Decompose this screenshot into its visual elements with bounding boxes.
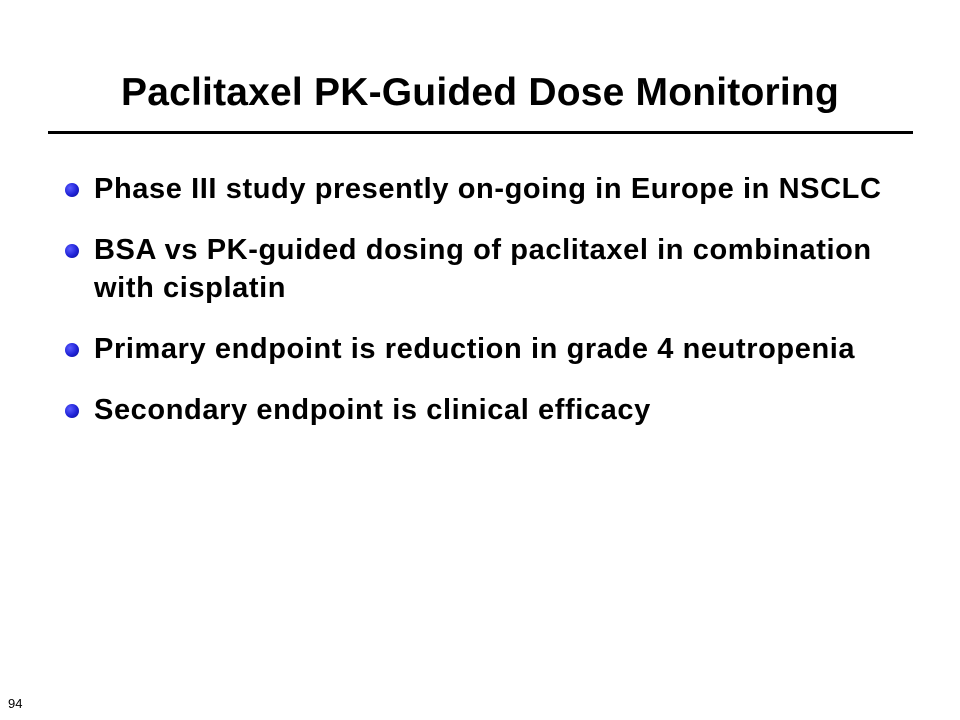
bullet-text: Phase III study presently on-going in Europe in NSCLC — [94, 173, 882, 205]
bullet-item-bsa-vs-pk — [94, 231, 914, 307]
bullet-icon — [65, 343, 79, 357]
slide-title: Paclitaxel PK-Guided Dose Monitoring — [121, 71, 839, 114]
bullet-text: BSA vs PK-guided dosing of paclitaxel in combination with cisplatin — [94, 234, 872, 304]
bullet-icon — [65, 183, 79, 197]
bullet-icon — [65, 244, 79, 258]
bullet-item-phase-iii-study — [94, 170, 914, 208]
title-divider — [48, 131, 913, 134]
bullet-list — [94, 170, 914, 452]
bullet-text: Primary endpoint is reduction in grade 4 neutropenia — [94, 333, 856, 365]
bullet-text: Secondary endpoint is clinical efficacy — [94, 394, 651, 426]
bullet-item-primary-endpoint — [94, 330, 914, 368]
page-number: 94 — [8, 696, 23, 711]
bullet-item-secondary-endpoint — [94, 391, 914, 429]
bullet-icon — [65, 404, 79, 418]
